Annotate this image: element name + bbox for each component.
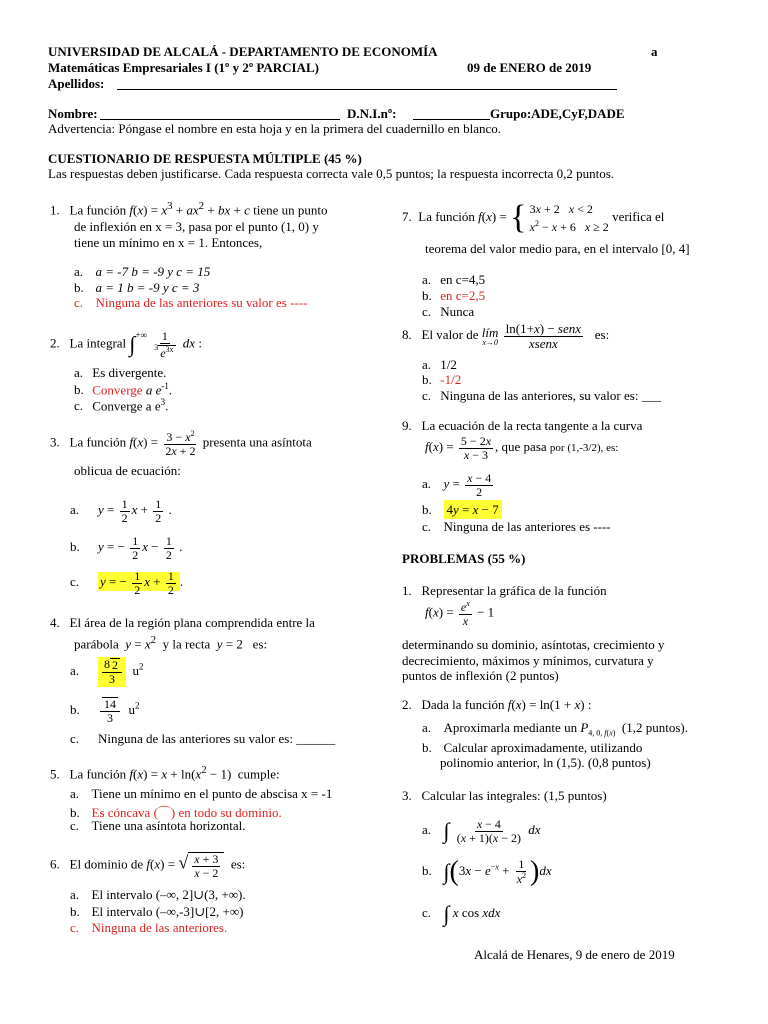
group-label: Grupo:ADE,CyF,DADE <box>490 106 625 121</box>
p2-option-b-line2: polinomio anterior, ln (1,5). (0,8 puntos) <box>440 755 651 770</box>
q5-option-c[interactable]: c. Tiene una asíntota horizontal. <box>70 818 246 833</box>
q1-option-a[interactable]: a. a = -7 b = -9 y c = 15 <box>74 264 211 279</box>
q3-stem: 3. La función f(x) = $\frac{3 - x^2}{2x + 2}$ presenta una asíntota <box>50 429 312 458</box>
dni-field[interactable] <box>413 119 490 120</box>
q8-option-b[interactable]: b. -1/2 <box>422 372 462 387</box>
dni-label: D.N.I.nº: <box>347 106 397 121</box>
q7-line2: teorema del valor medio para, en el intervalo [0, 4] <box>425 241 690 256</box>
q7-stem: 7. La función f(x) = { 3x + 2 x < 2 $x^2 - x + 6$ x ≥ 2 verifica el <box>402 199 665 236</box>
q4-line1: 4. El área de la región plana comprendida entre la <box>50 615 315 630</box>
footer-place-date: Alcalá de Henares, 9 de enero de 2019 <box>474 947 675 962</box>
q6-option-a[interactable]: a. El intervalo (–∞, 2]∪(3, +∞). <box>70 887 246 902</box>
q7-option-b[interactable]: b. en c=2,5 <box>422 288 486 303</box>
q9-option-c[interactable]: c. Ninguna de las anteriores es ---- <box>422 519 611 534</box>
p2-option-a: a. Aproximarla mediante un $P_{4, 0, f(x)}$ (1,2 puntos). <box>422 720 689 738</box>
course-title: Matemáticas Empresariales I (1º y 2º PARCIAL) <box>48 60 319 75</box>
q3-option-a[interactable]: a. y = $\frac{1}{2}$ x + $\frac{1}{2}$ . <box>70 497 172 525</box>
q8-stem: 8. El valor de lím x→0 $\frac{\text{ln(1+x) − senx}}{\text{xsenx}}$ es: <box>402 321 610 351</box>
p3-integral-b: b. $\int(3x - e^{-x}$ + $\frac{1}{x^2}$ )dx <box>422 856 552 887</box>
mc-section-title: CUESTIONARIO DE RESPUESTA MÚLTIPLE (45 %) <box>48 151 362 166</box>
q1-line3: tiene un mínimo en x = 1. Entonces, <box>74 235 263 250</box>
q8-option-c[interactable]: c. Ninguna de las anteriores, su valor es: ___ <box>422 388 662 403</box>
q4-option-c[interactable]: c. Ninguna de las anteriores su valor es: ______ <box>70 731 336 746</box>
q3-option-c[interactable]: c. y = − $\frac{1}{2}$ x + $\frac{1}{2}$ . <box>70 569 184 597</box>
q2-option-a[interactable]: a. Es divergente. <box>74 365 167 380</box>
p1-line2: determinando su dominio, asíntotas, crecimiento y <box>402 637 665 652</box>
p3-integral-c: c. ∫ x cos xdx <box>422 901 501 926</box>
p3-integral-a: a. ∫ $\frac{x - 4}{(x + 1)(x - 2)}$ dx <box>422 817 541 845</box>
q2-option-c[interactable]: c. Converge a $e^3$. <box>74 397 169 414</box>
warning-text: Advertencia: Póngase el nombre en esta hoja y en la primera del cuadernillo en blanco. <box>48 121 502 136</box>
q1-stem: 1. La función $f(x) = x^3 + ax^2$ + bx + c tiene un punto <box>50 200 328 218</box>
q9-line1: 9. La ecuación de la recta tangente a la curva <box>402 418 643 433</box>
q2-option-b[interactable]: b. Converge a $e^{-1}$. <box>74 381 173 398</box>
q5-option-a[interactable]: a. Tiene un mínimo en el punto de abscisa x = -1 <box>70 786 333 801</box>
surname-field[interactable] <box>117 89 617 90</box>
q9-option-a[interactable]: a. y = $\frac{x - 4}{2}$ <box>422 471 492 499</box>
p1-line1: 1. Representar la gráfica de la función <box>402 583 607 598</box>
problems-title: PROBLEMAS (55 %) <box>402 551 526 566</box>
q8-option-a[interactable]: a. 1/2 <box>422 357 457 372</box>
q9-line2: f(x) = $\frac{5 - 2x}{x - 3}$ , que pasa por (1,-3/2), es: <box>425 434 619 462</box>
q1-option-b[interactable]: b. a = 1 b = -9 y c = 3 <box>74 280 200 295</box>
p2-option-b: b. Calcular aproximadamente, utilizando <box>422 740 643 755</box>
q1-line2: de inflexión en x = 3, pasa por el punto (1, 0) y <box>74 219 319 234</box>
p1-function: f(x) = $\frac{e^x}{x}$ − 1 <box>425 599 495 628</box>
exam-date: 09 de ENERO de 2019 <box>467 60 592 75</box>
q4-option-a[interactable]: a. $\frac{8 2}{3}$ $u^2$ <box>70 657 144 687</box>
p1-line3: decrecimiento, máximos y mínimos, curvatura y <box>402 653 654 668</box>
university-title: UNIVERSIDAD DE ALCALÁ - DEPARTAMENTO DE ECONOMÍA <box>48 44 438 59</box>
mc-instructions: Las respuestas deben justificarse. Cada respuesta correcta vale 0,5 puntos; la respuesta incorrecta 0,2 puntos. <box>48 166 615 181</box>
q7-option-c[interactable]: c. Nunca <box>422 304 475 319</box>
exam-model-letter: a <box>651 44 658 59</box>
q9-option-b[interactable]: b. 4y = x − 7 <box>422 502 502 518</box>
q6-option-c[interactable]: c. Ninguna de las anteriores. <box>70 920 228 935</box>
surname-label: Apellidos: <box>48 76 105 91</box>
q4-option-b[interactable]: b. $\frac{14}{3}$ $u^2$ <box>70 697 140 726</box>
q7-option-a[interactable]: a. en c=4,5 <box>422 272 486 287</box>
q6-stem: 6. El dominio de f(x) = √ $\frac{x + 3}{x - 2}$ es: <box>50 852 246 880</box>
name-field[interactable] <box>100 119 340 120</box>
q5-stem: 5. La función $f(x) = x + \ln(x^2 - 1)$ cumple: <box>50 764 280 782</box>
p1-line4: puntos de inflexión (2 puntos) <box>402 668 559 683</box>
q3-option-b[interactable]: b. y = − $\frac{1}{2}$ x − $\frac{1}{2}$ . <box>70 534 183 562</box>
p2-stem: 2. Dada la función f(x) = ln(1 + x) : <box>402 697 592 712</box>
q6-option-b[interactable]: b. El intervalo (–∞,-3]∪[2, +∞) <box>70 904 244 919</box>
q5-option-b[interactable]: b. Es cóncava (⌒) en todo su dominio. <box>70 805 282 820</box>
q1-option-c[interactable]: c. Ninguna de las anteriores su valor es ---- <box>74 295 308 310</box>
q2-stem: 2. La integral ∫+∞ $\frac{1}{^3 e^{3x}}$ dx : <box>50 329 202 360</box>
name-label: Nombre: <box>48 106 98 121</box>
q3-line2: oblicua de ecuación: <box>74 463 181 478</box>
q4-line2: parábola $y = x^2$ y la recta y = 2 es: <box>74 634 268 652</box>
p3-line1: 3. Calcular las integrales: (1,5 puntos) <box>402 788 607 803</box>
